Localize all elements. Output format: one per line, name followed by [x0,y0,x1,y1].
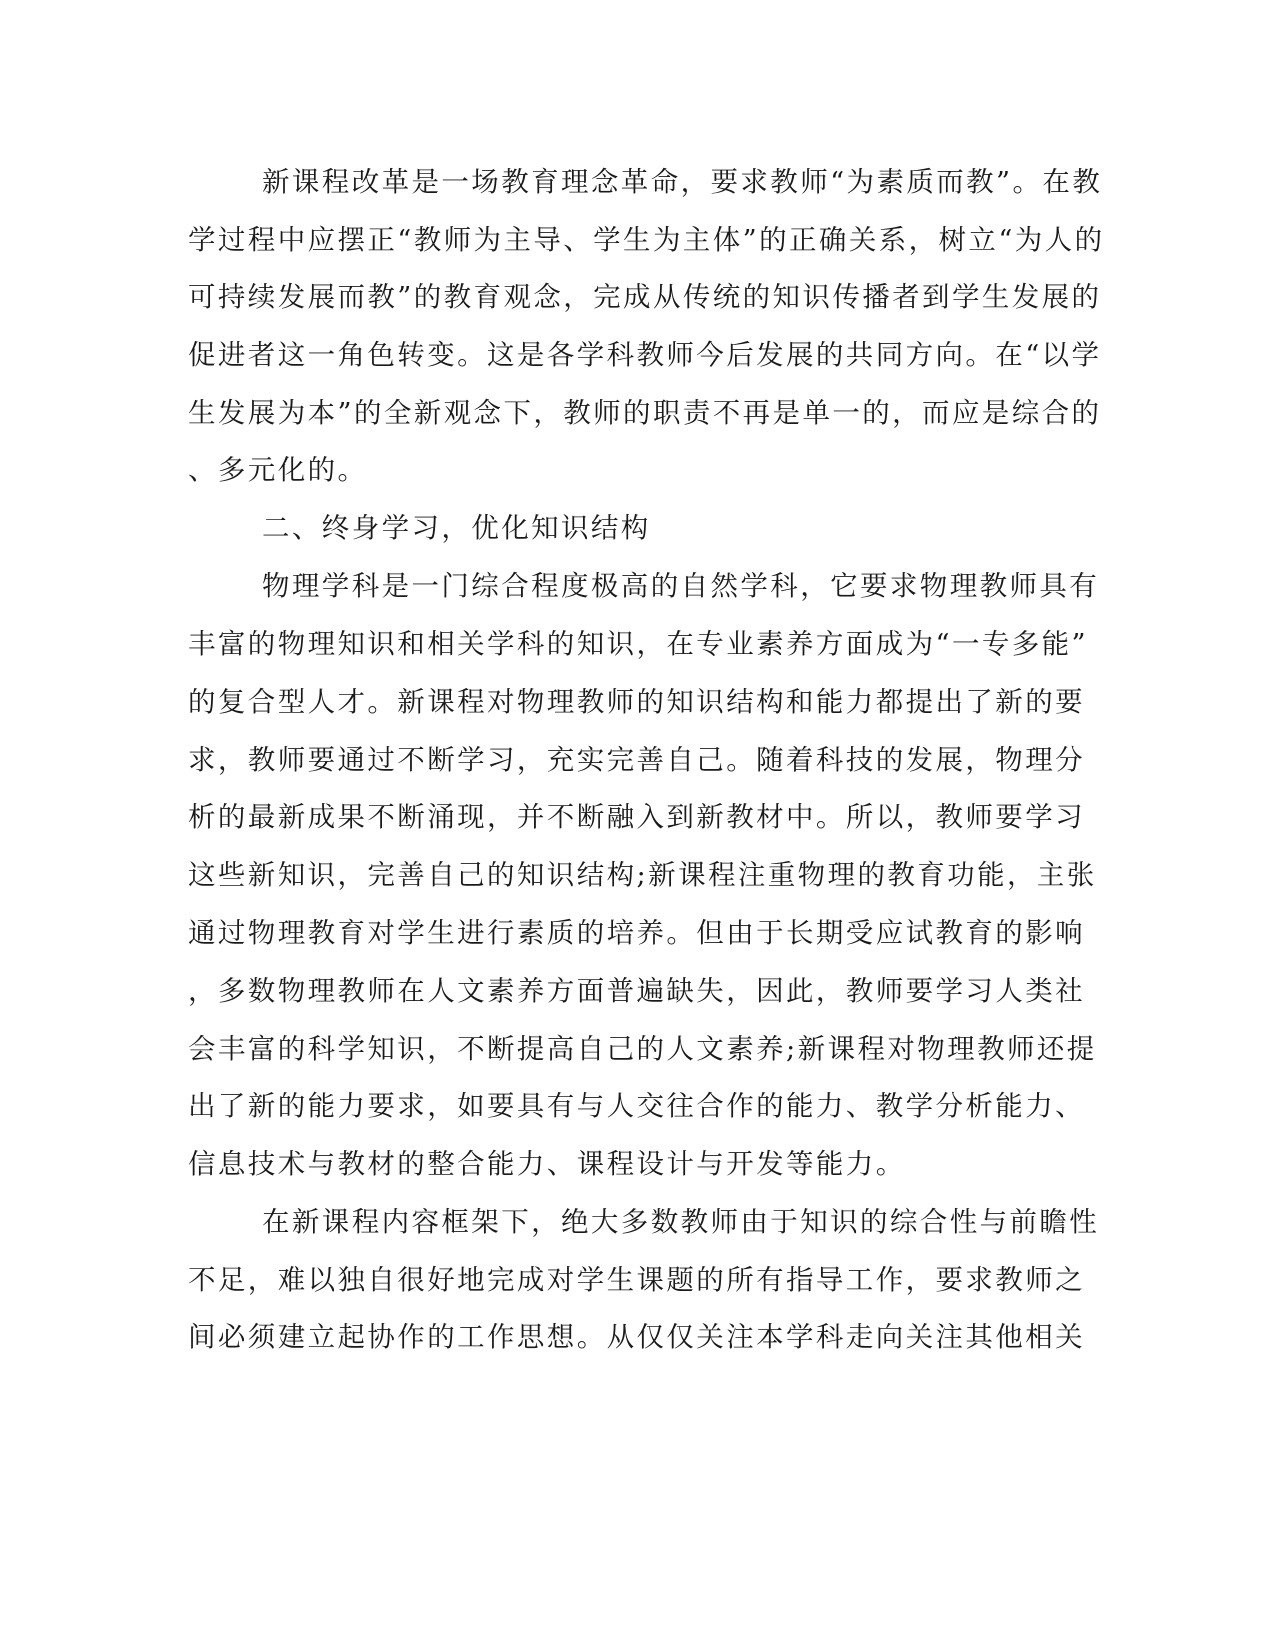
text-line-8: 物理学科是一门综合程度极高的自然学科，它要求物理教师具有 [262,570,1100,602]
text-line-9: 丰富的物理知识和相关学科的知识，在专业素养方面成为“一专多能” [188,628,1089,660]
text-line-17: 出了新的能力要求，如要具有与人交往合作的能力、教学分析能力、 [188,1090,1085,1122]
text-line-6: 、多元化的。 [188,454,368,486]
text-line-15: ，多数物理教师在人文素养方面普遍缺失，因此，教师要学习人类社 [188,975,1085,1007]
text-line-5: 生发展为本”的全新观念下，教师的职责不再是单一的，而应是综合的 [188,397,1102,429]
section-heading: 二、终身学习，优化知识结构 [262,512,651,544]
text-line-16: 会丰富的科学知识，不断提高自己的人文素养;新课程对物理教师还提 [188,1033,1097,1065]
text-line-14: 通过物理教育对学生进行素质的培养。但由于长期受应试教育的影响 [188,917,1085,949]
text-line-19: 在新课程内容框架下，绝大多数教师由于知识的综合性与前瞻性 [262,1206,1100,1238]
text-line-12: 析的最新成果不断涌现，并不断融入到新教材中。所以，教师要学习 [188,801,1085,833]
text-line-3: 可持续发展而教”的教育观念，完成从传统的知识传播者到学生发展的 [188,281,1102,313]
text-line-20: 不足，难以独自很好地完成对学生课题的所有指导工作，要求教师之 [188,1264,1085,1296]
text-line-11: 求，教师要通过不断学习，充实完善自己。随着科技的发展，物理分 [188,744,1085,776]
text-line-2: 学过程中应摆正“教师为主导、学生为主体”的正确关系，树立“为人的 [188,224,1105,256]
text-line-10: 的复合型人才。新课程对物理教师的知识结构和能力都提出了新的要 [188,686,1085,718]
text-line-13: 这些新知识，完善自己的知识结构;新课程注重物理的教育功能，主张 [188,859,1097,891]
text-line-21: 间必须建立起协作的工作思想。从仅仅关注本学科走向关注其他相关 [188,1321,1085,1353]
text-line-1: 新课程改革是一场教育理念革命，要求教师“为素质而教”。在教 [262,166,1103,198]
text-line-4: 促进者这一角色转变。这是各学科教师今后发展的共同方向。在“以学 [188,339,1102,371]
text-line-18: 信息技术与教材的整合能力、课程设计与开发等能力。 [188,1148,906,1180]
